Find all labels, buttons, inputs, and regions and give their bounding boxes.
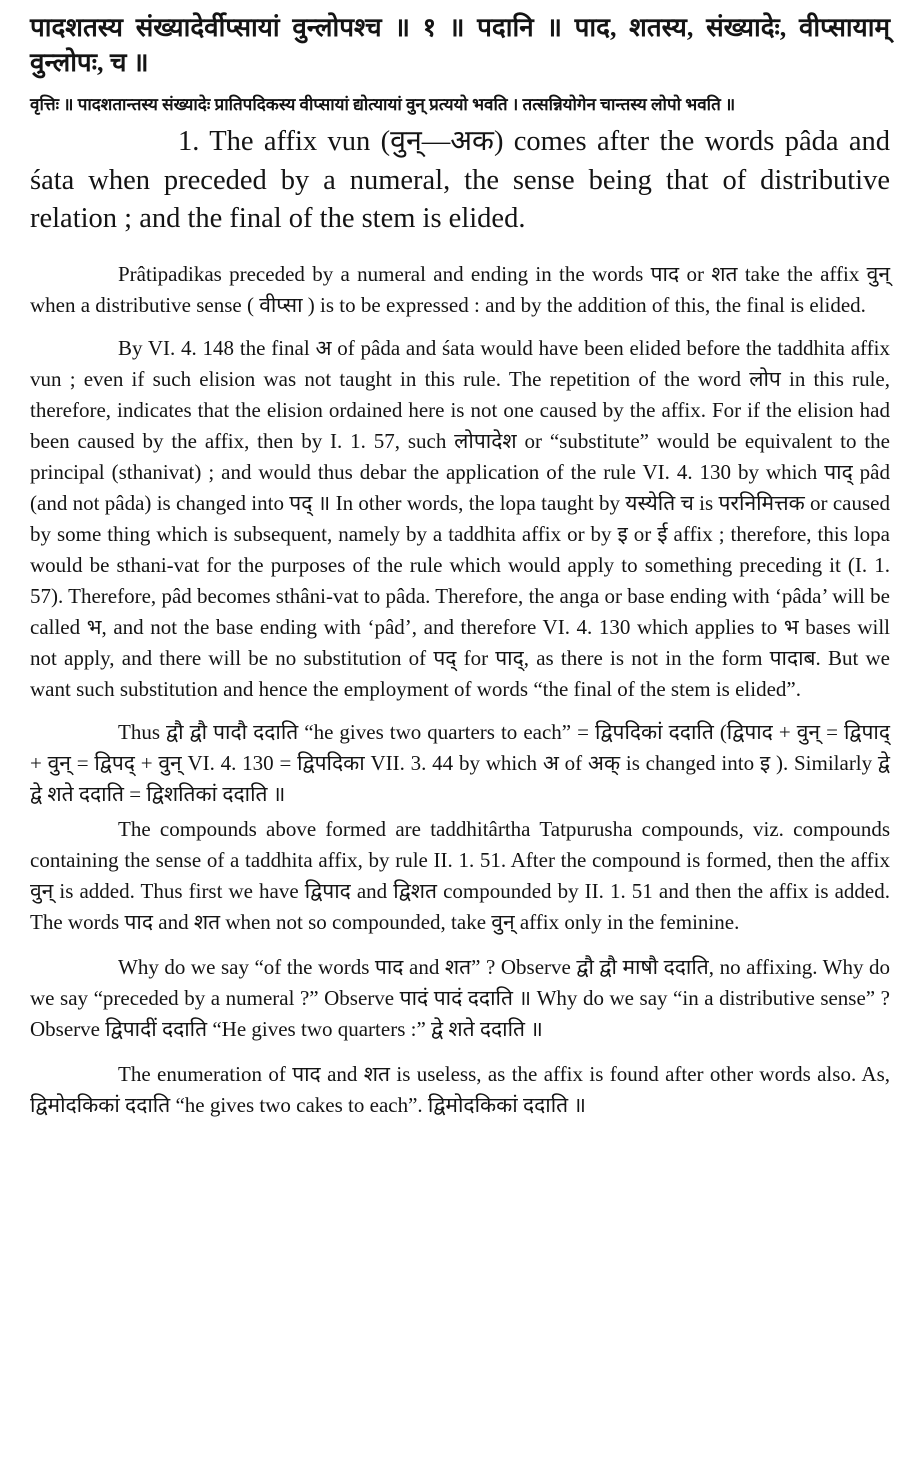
explanation-paragraph: By VI. 4. 148 the final अ of pâda and śata would have been elided before the taddhita affix vun ; even if such elision was not taught in this rule. The repetition of the word लोप in this rule, therefore, indicates that the elision ordained here is not one caused by the affix. For if the elision had been caused by the affix, then by I. 1. 57, such लोपादेश or “substitute” would be equivalent to the principal (sthanivat) ; and would thus debar the application of the rule VI. 4. 130 by which पाद् pâd (and not pâda) is changed into पद् ॥ In other words, the lopa taught by यस्येति च is परनिमित्तक or caused by some thing which is subsequent, namely by a taddhita affix or by इ or ई affix ; therefore, this lopa would be sthani-vat for the purposes of the rule which would apply to something preceding it (I. 1. 57). Therefore, pâd becomes sthâni-vat to pâda. Therefore, the anga or base ending with ‘pâda’ will be called भ, and not the base ending with ‘pâd’, and therefore VI. 4. 130 which applies to भ bases will not apply, and there will be no substitution of पद् for पाद्, as there is not in the form पादाब. But we want such substitution and hence the employment of words “the final of the stem is elided”. — [30, 335, 890, 701]
vritti-commentary: वृत्तिः ॥ पादशतान्तस्य संख्यादेः प्रातिपदिकस्य वीप्सायां द्योत्यायां वुन् प्रत्ययो भवति । तत्सन्नियोगेन चान्तस्य लोपो भवति ॥ — [30, 95, 736, 114]
compound-paragraph: The compounds above formed are taddhitârtha Tatpurusha compounds, viz. compounds containing the sense of a taddhita affix, by rule II. 1. 51. After the compound is formed, then the affix वुन् is added. Thus first we have द्विपाद and द्विशत compounded by II. 1. 51 and then the affix is added. The words पाद and शत when not so compounded, take वुन् affix only in the feminine. — [30, 816, 890, 934]
example-paragraph: Thus द्वौ द्वौ पादौ ददाति “he gives two quarters to each” = द्विपदिकां ददाति (द्विपाद + वुन् = द्विपाद् + वुन् = द्विपद् + वुन् VI. 4. 130 = द्विपदिका VII. 3. 44 by which अ of अक् is changed into इ ). Similarly द्वे द्वे शते ददाति = द्विशतिकां ददाति ॥ — [30, 719, 890, 806]
explanation-paragraph: Prâtipadikas preceded by a numeral and ending in the words पाद or शत take the affix वुन् when a distributive sense ( वीप्सा ) is to be expressed : and by the addition of this, the final is elided. — [30, 261, 890, 317]
counter-example-paragraph: Why do we say “of the words पाद and शत” ? Observe द्वौ द्वौ माषौ ददाति, no affixing. Why do we say “preceded by a numeral ?” Observe पादं पादं ददाति ॥ Why do we say “in a distributive sense” ? Observe द्विपादीं ददाति “He gives two quarters :” द्वे शते ददाति ॥ — [30, 954, 890, 1041]
sutra-translation: 1. The affix vun (वुन्—अक) comes after the words pâda and śata when preceded by a numeral, the sense being that of distributive relation ; and the final of the stem is elided. — [30, 126, 890, 234]
sutra-heading: पादशतस्य संख्यादेर्वीप्सायां वुन्लोपश्च ॥ १ ॥ पदानि ॥ पाद, शतस्य, संख्यादेः, वीप्सायाम् वुन्लोपः, च ॥ — [30, 13, 890, 77]
enumeration-paragraph: The enumeration of पाद and शत is useless, as the affix is found after other words also. As, द्विमोदकिकां ददाति “he gives two cakes to each”. द्विमोदकिकां ददाति ॥ — [30, 1061, 890, 1117]
